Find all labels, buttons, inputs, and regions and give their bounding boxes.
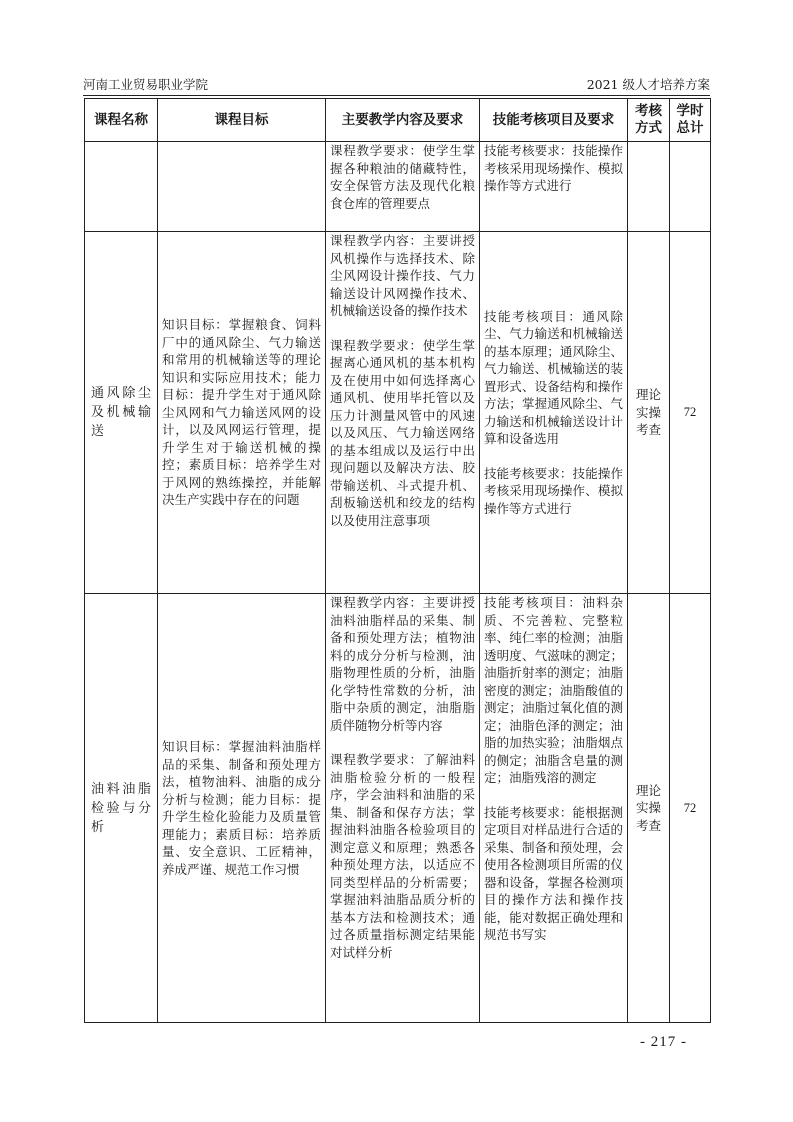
row2-skill-requirements: 技能考核要求：能根据测定项目对样品进行合适的采集、制备和预处理，会使用各检测项目所需的仪器和设备，掌握各检测项目的操作方法和操作技能，能对数据正确处理和规范书写实 [484,804,623,942]
page-header [83,76,710,94]
header-course-goal: 课程目标 [158,99,326,142]
row1-course-name: 通风除尘及机械输送 [91,386,151,439]
curriculum-table [84,98,711,1023]
row1-skill-cell [480,232,628,594]
row1-hours-cell [670,232,711,594]
table-row [85,232,711,594]
header-total-hours: 学时总计 [670,99,711,142]
row2-assessment-method: 理论实操考查 [635,782,661,833]
row2-content-requirements: 课程教学要求：了解油料油脂检验分析的一般程序，学会油料和油脂的采集、制备和保存方法；掌握油料油脂各检验项目的测定意义和原理；熟悉各种预处理方法，以适应不同类型样品的分析需要；掌握油料油脂品质分析的基本方法和检测技术；通过各质量指标测定结果能对试样分析 [330,752,475,960]
row1-method-cell [628,232,670,594]
row1-goal-text: 知识目标：掌握粮食、饲料厂中的通风除尘、气力输送和常用的机械输送等的理论知识和实际应用技术；能力目标：提升学生对于通风除尘风网和气力输送风网的设计，以及风网运行管理，提升学生对于输送机械的操控；素质目标：培养学生对于风网的熟练操控，并能解决生产实践中存在的问题 [162,317,321,508]
row1-content-requirements: 课程教学要求：使学生掌握离心通风机的基本机构及在使用中如何选择离心通风机、使用毕托管以及压力计测量风管中的风速以及风压、气力输送网络的基本组成以及运行中出现问题以及解决方法、胶带输送机、斗式提升机、刮板输送机和绞龙的结构以及使用注意事项 [330,337,475,528]
row2-skill-items: 技能考核项目：油料杂质、不完善粒、完整粒率、纯仁率的检测；油脂透明度、气滋味的测定；油脂折射率的测定；油脂密度的测定；油脂酸值的测定；油脂过氧化值的测定；油脂色泽的测定；油脂的加热实验；油脂烟点的侧定；油脂含皂量的测定；油脂残溶的测定 [484,595,623,785]
header-skill-assessment: 技能考核项目及要求 [480,99,628,142]
row1-content-cell [326,232,480,594]
table-header-row [85,99,711,142]
row0-skill-cell [480,142,628,232]
row0-hours-cell [670,142,711,232]
row0-method-cell [628,142,670,232]
row2-content-intro: 课程教学内容：主要讲授油料油脂样品的采集、制备和预处理方法；植物油料的成分分析与检测，油脂物理性质的分析，油脂化学特性常数的分析，油脂中杂质的测定，油脂脂质伴随物分析等内容 [330,595,475,733]
table-row [85,142,711,232]
row1-skill-items: 技能考核项目：通风除尘、气力输送和机械输送的基本原理；通风除尘、气力输送、机械输送的装置形式、设备结构和操作方法；掌握通风除尘、气力输送和机械输送设计计算和设备选用 [484,308,623,447]
row1-skill-requirements: 技能考核要求：技能操作考核采用现场操作、模拟操作等方式进行 [484,465,623,516]
table-row [85,594,711,1023]
row1-total-hours: 72 [683,405,697,419]
row1-assessment-method: 理论实操考查 [635,387,661,438]
row2-total-hours: 72 [683,800,697,815]
header-teaching-content: 主要教学内容及要求 [326,99,480,142]
school-name: 河南工业贸易职业学院 [83,77,209,92]
row2-skill-cell [480,594,628,1023]
row2-content-cell [326,594,480,1023]
row0-goal-cell [158,142,326,232]
row1-name-cell [85,232,158,594]
row0-content-cell [326,142,480,232]
header-course-name: 课程名称 [85,99,158,142]
header-rule [83,95,710,96]
row2-method-cell [628,594,670,1023]
row0-name-cell [85,142,158,232]
header-assessment-method: 考核方式 [628,99,670,142]
row1-goal-cell [158,232,326,594]
row2-course-name: 油料油脂检验与分析 [91,781,151,835]
page-number: - 217 - [640,1034,687,1050]
row0-skill-text: 技能考核要求：技能操作考核采用现场操作、模拟操作等方式进行 [484,143,623,193]
row1-content-intro: 课程教学内容：主要讲授风机操作与选择技术、除尘风网设计操作技、气力输送设计风网操作技术、机械输送设备的操作技术 [330,233,475,318]
row2-name-cell [85,594,158,1023]
row2-goal-text: 知识目标：掌握油料油脂样品的采集、制备和预处理方法，植物油料、油脂的成分分析与检测；能力目标：提升学生检化验能力及质量管理能力；素质目标：培养质量、安全意识、工匠精神，养成严谨、规范工作习惯 [162,739,321,877]
row2-hours-cell [670,594,711,1023]
row2-goal-cell [158,594,326,1023]
plan-title: 2021 级人才培养方案 [586,77,710,92]
row0-content-text: 课程教学要求：使学生掌握各种粮油的储藏特性，安全保管方法及现代化粮食仓库的管理要点 [330,143,475,211]
